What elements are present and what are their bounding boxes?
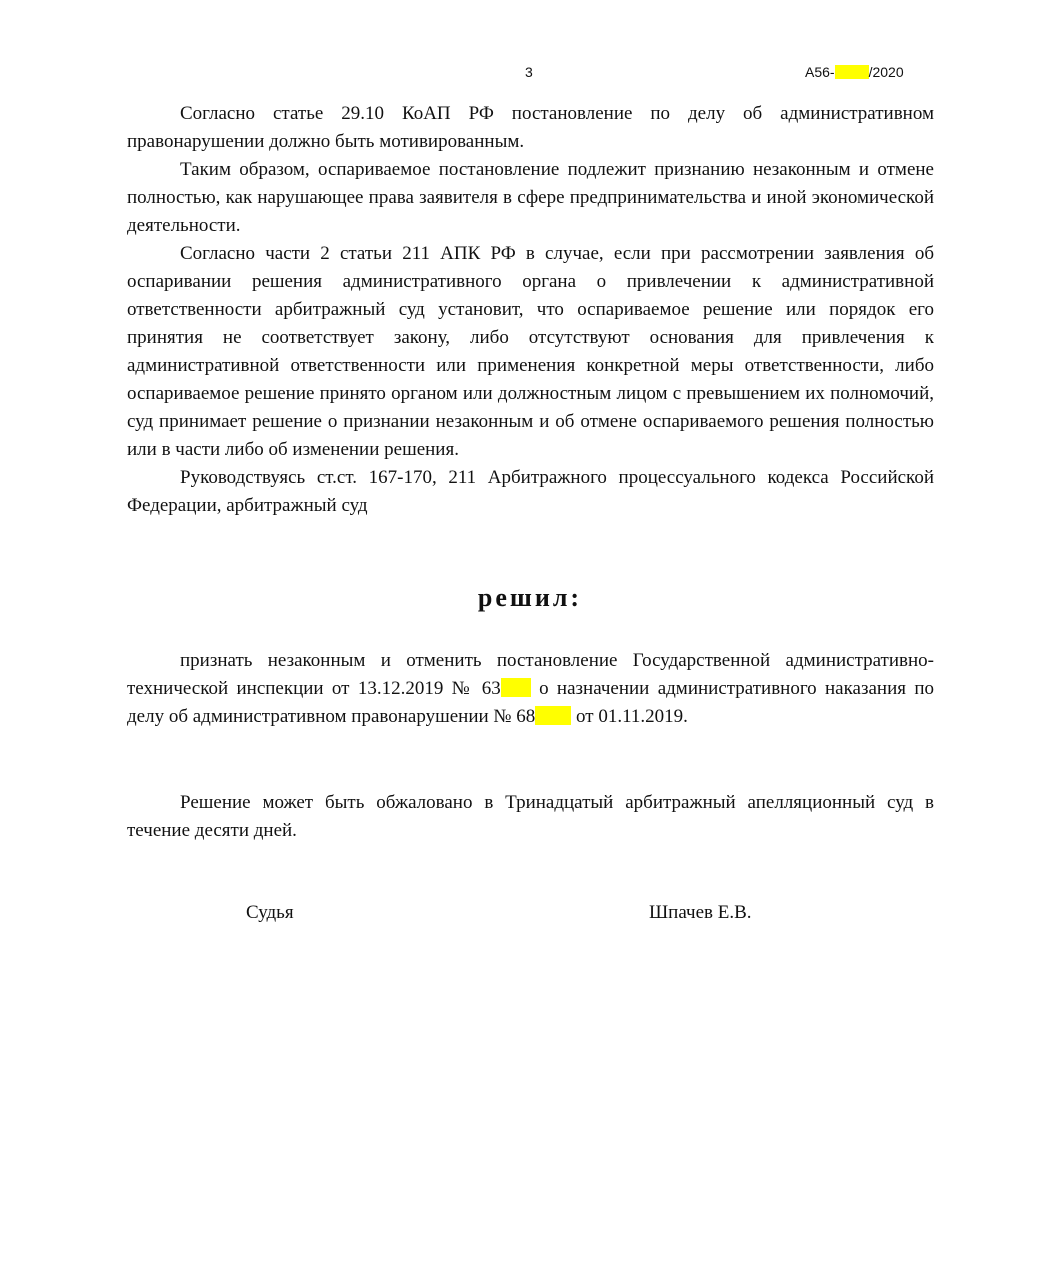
decision-text xyxy=(127,647,934,731)
paragraph-guided-by: Руководствуясь ст.ст. 167-170, 211 Арбитражного процессуального кодекса Российской Федерации, арбитражный суд xyxy=(127,467,934,516)
redaction-mark xyxy=(535,706,571,725)
case-number-suffix: /2020 xyxy=(868,64,904,80)
decision-text-part3: от 01.11.2019. xyxy=(571,706,688,727)
signature-title: Судья xyxy=(246,902,294,923)
decision-text-part1: признать незаконным и отменить постановление Государственной административно-технической инспекции от 13.12.2019 № 63 xyxy=(127,650,934,699)
redaction-mark xyxy=(835,65,869,79)
signature-name: Шпачев Е.В. xyxy=(649,902,752,923)
paragraph-apk: Согласно части 2 статьи 211 АПК РФ в случае, если при рассмотрении заявления об оспаривании решения административного органа о привлечении к административной ответственности арбитражный суд установит, что оспариваемое решение или порядок его принятия не соответствует закону, либо отсутствуют основания для привлечения к административной ответственности или применения конкретной меры ответственности, либо оспариваемое решение принято органом или должностным лицом с превышением их полномочий, суд принимает решение о признании незаконным и об отмене оспариваемого решения полностью или в части либо об изменении решения. xyxy=(127,243,934,460)
appeal-notice xyxy=(127,789,934,845)
case-number-prefix: А56- xyxy=(805,64,835,80)
decision-text-part2: о назначении административного наказания по делу об административном правонарушении № 68 xyxy=(127,678,934,727)
page-number: 3 xyxy=(525,64,533,80)
redaction-mark xyxy=(501,678,531,697)
appeal-text: Решение может быть обжаловано в Тринадцатый арбитражный апелляционный суд в течение десяти дней. xyxy=(127,792,934,841)
case-number xyxy=(805,64,904,80)
paragraph-conclusion: Таким образом, оспариваемое постановление подлежит признанию незаконным и отмене полностью, как нарушающее права заявителя в сфере предпринимательства и иной экономической деятельности. xyxy=(127,159,934,236)
decision-heading: решил: xyxy=(477,583,583,612)
reasoning-section xyxy=(127,100,934,520)
paragraph-koap: Согласно статье 29.10 КоАП РФ постановление по делу об административном правонарушении должно быть мотивированным. xyxy=(127,103,934,152)
